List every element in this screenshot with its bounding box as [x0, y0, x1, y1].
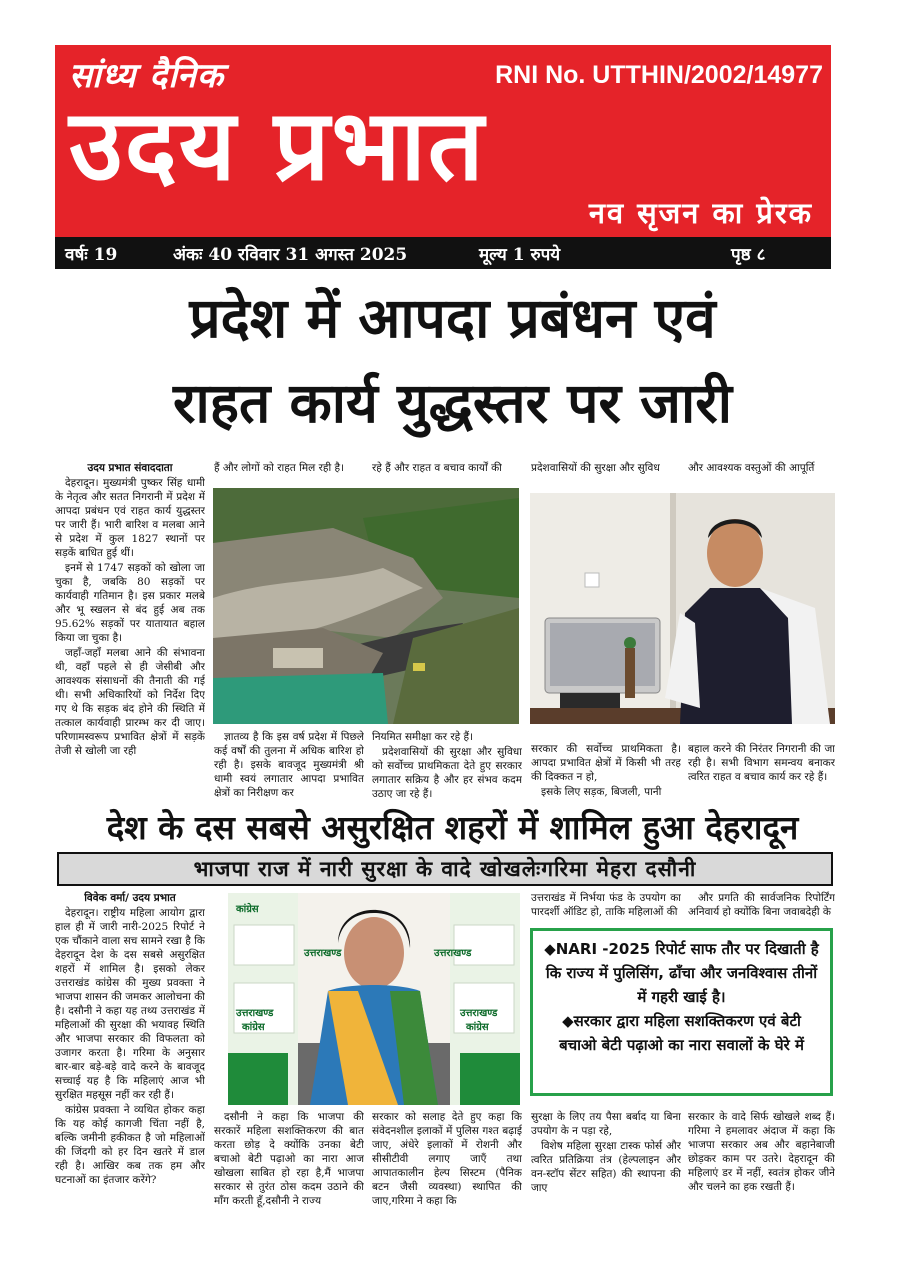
story1-paragraph: प्रदेशवासियों की सुरक्षा और सुविधा को सर्वोच्च प्राथमिकता देते हुए सरकार लगातार सक्रिय है और हर संभव कदम उठाए जा रहे हैं। — [372, 746, 522, 800]
poster-label: उत्तराखण्ड — [434, 948, 472, 959]
story1-column-1 — [55, 461, 205, 801]
story1-byline: उदय प्रभात संवाददाता — [87, 462, 173, 474]
story1-paragraph: इनमें से 1747 सड़कों को खोला जा चुका है, जबकि 80 सड़कों पर कार्यवाही गतिमान है। इस प्रकार मलबे और भू स्खलन से बंद हुई अब तक 95.62% सड़कों पर यातायात बहाल किया जा चुका है। — [55, 562, 205, 644]
highlight-box — [530, 928, 833, 1096]
story2-column-5-top — [688, 891, 835, 921]
story1-paragraph: सरकार की सर्वोच्च प्राथमिकता है। आपदा प्रभावित क्षेत्रों में किसी भी तरह की दिक्कत न हो, — [531, 743, 681, 783]
highlight-point-2: ◆सरकार द्वारा महिला सशक्तिकरण एवं बेटी बचाओ बेटी पढ़ाओ का नारा सवालों के घेरे में — [559, 1012, 804, 1054]
story2-paragraph: और प्रगति की सार्वजनिक रिपोर्टिंग अनिवार्य हो क्योंकि बिना जवाबदेही के — [688, 892, 835, 918]
issue-date: अंकः 40 रविवार 31 अगस्त 2025 — [173, 245, 408, 265]
masthead-kicker: सांध्य दैनिक — [69, 56, 224, 96]
rni-number: RNI No. UTTHIN/2002/14977 — [495, 61, 823, 89]
poster-label: कांग्रेस — [242, 1022, 265, 1033]
story2-column-4-bottom — [531, 1110, 681, 1210]
story1-paragraph: नियमित समीक्षा कर रहे हैं। — [372, 731, 474, 743]
story2-column-1 — [55, 891, 205, 1216]
story2-byline: विवेक वर्मा/ उदय प्रभात — [84, 892, 176, 904]
story1-column-4-top — [531, 461, 681, 477]
story1-column-5-bottom — [688, 742, 835, 800]
story1-column-3-top — [372, 461, 522, 477]
poster-label: उत्तराखण्ड — [460, 1008, 498, 1019]
poster-label: कांग्रेस — [466, 1022, 489, 1033]
newspaper-title: उदय प्रभात — [69, 89, 486, 203]
story1-column-4-bottom — [531, 742, 681, 800]
sub-headline-banner: भाजपा राज में नारी सुरक्षा के वादे खोखलेःगरिमा मेहरा दसौनी — [57, 852, 833, 886]
story1-paragraph: हैं और लोगों को राहत मिल रही है। — [214, 462, 345, 474]
story1-paragraph: प्रदेशवासियों की सुरक्षा और सुविध — [531, 462, 660, 474]
poster-label: कांग्रेस — [236, 904, 259, 915]
story2-column-4-top — [531, 891, 681, 921]
year-label: वर्षः 19 — [65, 245, 118, 265]
poster-label: उत्तराखण्ड — [304, 948, 342, 959]
story1-paragraph: जहाँ-जहाँ मलबा आने की संभावना थी, वहाँ पहले से ही जेसीबी और आवश्यक संसाधनों की तैनाती की गई थी। सभी अधिकारियों को निर्देश दिए गए थे कि सड़क बंद होने की स्थिति में तत्काल कार्यवाही प्रारम्भ कर दी जाए। परिणामस्वरूप प्रभावित क्षेत्रों में सड़कें तेजी से खोली जा रही — [55, 647, 205, 757]
tagline: नव सृजन का प्रेरक — [588, 196, 813, 230]
price-label: मूल्य 1 रुपये — [479, 245, 561, 265]
story2-paragraph: कांग्रेस प्रवक्ता ने व्यथित होकर कहा कि यह कोई कागजी चिंता नहीं है, बल्कि जमीनी हकीकत है जो महिलाओं की जिंदगी को हर दिन खतरे में डाल रही है। आखिर कब तक हम और घटनाओं का इंतजार करेंगे? — [55, 1104, 205, 1186]
story1-paragraph: देहरादून। मुख्यमंत्री पुष्कर सिंह धामी के नेतृत्व और सतत निगरानी में प्रदेश में आपदा प्रबंधन एवं राहत कार्य युद्धस्तर पर जारी हैं। भारी बारिश व मलबा आने से प्रदेश में कुल 1827 स्थानों पर सड़कें बाधित हुई थीं। — [55, 477, 205, 559]
spokesperson-photo — [228, 893, 520, 1105]
story1-paragraph: और आवश्यक वस्तुओं की आपूर्ति — [688, 462, 815, 474]
story1-column-2-bottom — [214, 730, 364, 800]
story2-paragraph: सरकार को सलाह देते हुए कहा कि संवेदनशील इलाकों में पुलिस गश्त बढ़ाई जाए, अंधेरे इलाकों में रोशनी और सीसीटीवी लगाए जाएँ तथा आपातकालीन हेल्प सिस्टम (पैनिक बटन जैसी व्यवस्था) स्थापित की जाए,गरिमा ने कहा कि — [372, 1111, 522, 1207]
story2-column-2-bottom — [214, 1110, 364, 1210]
chief-minister-photo — [530, 493, 835, 724]
story2-column-3-bottom — [372, 1110, 522, 1210]
story1-column-5-top — [688, 461, 835, 477]
main-headline-line2: राहत कार्य युद्धस्तर पर जारी — [173, 371, 732, 435]
poster-label: उत्तराखण्ड — [236, 1008, 274, 1019]
story1-paragraph: ज्ञातव्य है कि इस वर्ष प्रदेश में पिछले कई वर्षों की तुलना में अधिक बारिश हो रही है। इसके बावजूद मुख्यमंत्री श्री धामी स्वयं लगातार आपदा प्रभावित क्षेत्रों का निरीक्षण कर — [214, 731, 364, 799]
story2-paragraph: विशेष महिला सुरक्षा टास्क फोर्स और त्वरित प्रतिक्रिया तंत्र (हेल्पलाइन और वन-स्टॉप सेंटर सहित) की स्थापना की जाए — [531, 1140, 681, 1194]
story1-paragraph: बहाल करने की निरंतर निगरानी की जा रही है। सभी विभाग समन्वय बनाकर त्वरित राहत व बचाव कार्य कर रहे हैं। — [688, 743, 835, 783]
second-headline: देश के दस सबसे असुरक्षित शहरों में शामिल हुआ देहरादून — [106, 808, 799, 847]
masthead — [55, 45, 831, 237]
story1-paragraph: इसके लिए सड़क, बिजली, पानी — [541, 786, 662, 798]
main-headline-line1: प्रदेश में आपदा प्रबंधन एवं — [189, 286, 716, 350]
story2-paragraph: दसौनी ने कहा कि भाजपा की सरकारें महिला सशक्तिकरण की बात करता छोड़ दे क्योंकि उनका बेटी बचाओ बेटी पढ़ाओ का नारा आज खोखला साबित हो रहा है,मैं भाजपा सरकार से तुरंत ठोस कदम उठाने की माँग करती हूँ,दसौनी ने राज्य — [214, 1111, 364, 1207]
story2-paragraph: उत्तराखंड में निर्भया फंड के उपयोग का पारदर्शी ऑडिट हो, ताकि महिलाओं की — [531, 892, 681, 918]
story1-paragraph: रहे हैं और राहत व बचाव कार्यों की — [372, 462, 502, 474]
story1-column-3-bottom — [372, 730, 522, 800]
story1-column-2-top — [214, 461, 364, 477]
story2-paragraph: सुरक्षा के लिए तय पैसा बर्बाद या बिना उपयोग के न पड़ा रहे, — [531, 1111, 681, 1137]
issue-info-bar — [55, 237, 831, 269]
story2-paragraph: सरकार के वादे सिर्फ खोखले शब्द हैं। गरिमा ने हमलावर अंदाज में कहा कि भाजपा सरकार अब और बहानेबाजी छोड़कर काम पर उतरे। देहरादून की महिलाएं डर में नहीं, स्वतंत्र होकर जीने और चलने का हक रखती हैं। — [688, 1111, 835, 1193]
landslide-photo — [213, 488, 519, 724]
page-number: पृष्ठ ८ — [731, 245, 766, 265]
story2-paragraph: देहरादून। राष्ट्रीय महिला आयोग द्वारा हाल ही में जारी नारी-2025 रिपोर्ट ने एक चौंकाने वाला सच सामने रखा है कि देहरादून देश के दस सबसे असुरक्षित शहरों में शामिल है। इसको लेकर उत्तराखंड कांग्रेस की मुख्य प्रवक्ता ने भाजपा शासन की जमकर आलोचना की है। दसौनी ने कहा यह तथ्य उत्तराखंड में महिलाओं की सुरक्षा की भयावह स्थिति और भाजपा सरकार की विफलता को उजागर करता है। गरिमा के अनुसार बार-बार बड़े-बड़े वादे करने के बावजूद सच्चाई यह है कि महिलाएं आज भी सुरक्षित महसूस नहीं कर रही हैं। — [55, 907, 205, 1101]
highlight-point-1: ◆NARI -2025 रिपोर्ट साफ तौर पर दिखाती है कि राज्य में पुलिसिंग, ढाँचा और जनविश्वास तीनों में गहरी खाई है। — [544, 940, 819, 1006]
story2-column-5-bottom — [688, 1110, 835, 1210]
